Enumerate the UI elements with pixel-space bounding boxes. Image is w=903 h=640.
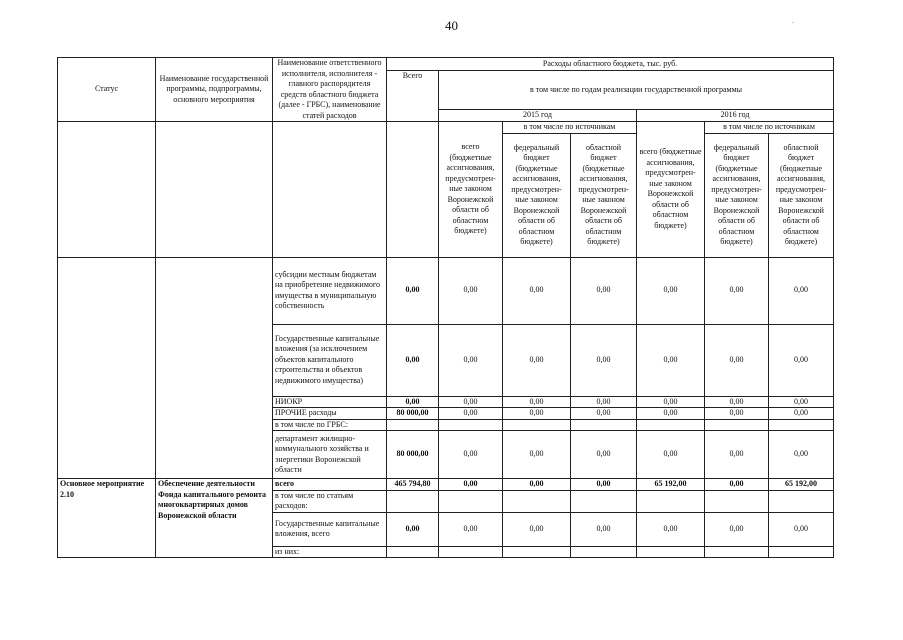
row-label: департамент жилищно-коммунального хозяйства и энергетики Воронежской области: [273, 431, 387, 479]
row-2016-regional: 65 192,00: [769, 479, 834, 491]
row-2015-total: 0,00: [439, 257, 503, 324]
page-number: 40: [445, 18, 458, 33]
table-row: [58, 479, 834, 491]
row-2016-total: 0,00: [637, 431, 705, 479]
row-2015-total: 0,00: [439, 324, 503, 396]
row-2015-total: 0,00: [439, 479, 503, 491]
header-executor-ext: [273, 122, 387, 258]
row-2015-federal: 0,00: [503, 431, 571, 479]
row-label: из них:: [273, 546, 387, 558]
row-2016-total: 0,00: [637, 396, 705, 408]
row-2016-total: 0,00: [637, 512, 705, 546]
header-status: Статус: [58, 58, 156, 122]
row-2016-federal: 0,00: [705, 512, 769, 546]
header-year-2016: 2016 год: [637, 110, 834, 122]
header-total: Всего: [387, 71, 439, 122]
row-2015-regional: 0,00: [571, 257, 637, 324]
row-label: ПРОЧИЕ расходы: [273, 408, 387, 420]
row-2015-regional: 0,00: [571, 431, 637, 479]
row-2015-total: 0,00: [439, 512, 503, 546]
row-2015-total: 0,00: [439, 431, 503, 479]
row-2016-federal: 0,00: [705, 408, 769, 420]
row-2016-federal: 0,00: [705, 257, 769, 324]
row-2015-federal: 0,00: [503, 512, 571, 546]
row-total: 80 000,00: [387, 408, 439, 420]
row-2015-total: 0,00: [439, 408, 503, 420]
row-2016-total: 0,00: [637, 257, 705, 324]
row-2016-regional: 0,00: [769, 324, 834, 396]
row-2016-regional: 0,00: [769, 512, 834, 546]
scan-dot: .: [792, 16, 794, 25]
row-2016-regional: 0,00: [769, 408, 834, 420]
row-label: субсидии местным бюджетам на приобретение недвижимого имущества в муниципальную собственность: [273, 257, 387, 324]
budget-table: [57, 57, 834, 558]
header-total-ext: [387, 122, 439, 258]
header-program-ext: [156, 122, 273, 258]
header-executor: Наименование ответственного исполнителя, исполнителя - главного распорядителя средств областного бюджета (далее - ГРБС), наименование статей расходов: [273, 58, 387, 122]
header-2015-total-sub: всего (бюджетные ассигнования, предусмотрен-ные законом Воронежской области об областном бюджете): [439, 122, 503, 258]
row-2015-federal: 0,00: [503, 396, 571, 408]
row-total: 465 794,80: [387, 479, 439, 491]
row-label: Государственные капитальные вложения, всего: [273, 512, 387, 546]
measure-status: Основное мероприятие 2.10: [58, 479, 156, 558]
row-2016-regional: 0,00: [769, 257, 834, 324]
row-2015-federal: 0,00: [503, 479, 571, 491]
header-2016-total-sub: всего (бюджетные ассигнования, предусмотрен-ные законом Воронежской области об областном бюджете): [637, 122, 705, 258]
row-2016-regional: 0,00: [769, 396, 834, 408]
row-total: 0,00: [387, 324, 439, 396]
row-label: всего: [273, 479, 387, 491]
header-2016-regional: областной бюджет (бюджетные ассигнования, предусмотрен-ные законом Воронежской области об областном бюджете): [769, 133, 834, 257]
header-2016-by-sources: в том числе по источникам: [705, 122, 834, 134]
row-2015-regional: 0,00: [571, 396, 637, 408]
row-2015-federal: 0,00: [503, 408, 571, 420]
row-2015-regional: 0,00: [571, 408, 637, 420]
row-2016-federal: 0,00: [705, 324, 769, 396]
header-year-2015: 2015 год: [439, 110, 637, 122]
row-2015-regional: 0,00: [571, 479, 637, 491]
row-label: НИОКР: [273, 396, 387, 408]
row-2015-federal: 0,00: [503, 324, 571, 396]
row-2016-federal: 0,00: [705, 396, 769, 408]
row-2016-federal: 0,00: [705, 431, 769, 479]
status-cell-prev: [58, 257, 156, 479]
row-2016-total: 65 192,00: [637, 479, 705, 491]
row-total: 0,00: [387, 396, 439, 408]
row-label: в том числе по статьям расходов:: [273, 490, 387, 512]
row-2016-regional: 0,00: [769, 431, 834, 479]
row-2015-regional: 0,00: [571, 324, 637, 396]
header-2015-federal: федеральный бюджет (бюджетные ассигнования, предусмотрен-ные законом Воронежской области об областном бюджете): [503, 133, 571, 257]
row-total: 0,00: [387, 257, 439, 324]
header-program-name: Наименование государственной программы, подпрограммы, основного мероприятия: [156, 58, 273, 122]
row-2015-regional: 0,00: [571, 512, 637, 546]
row-2015-total: 0,00: [439, 396, 503, 408]
row-label: в том числе по ГРБС:: [273, 419, 387, 431]
row-2015-federal: 0,00: [503, 257, 571, 324]
row-2016-total: 0,00: [637, 408, 705, 420]
row-2016-federal: 0,00: [705, 479, 769, 491]
measure-name: Обеспечение деятельности Фонда капитального ремонта многоквартирных домов Воронежской области: [156, 479, 273, 558]
header-2015-regional: областной бюджет (бюджетные ассигнования, предусмотрен-ные законом Воронежской области об областном бюджете): [571, 133, 637, 257]
row-2016-total: 0,00: [637, 324, 705, 396]
header-status-ext: [58, 122, 156, 258]
row-label: Государственные капитальные вложения (за исключением объектов капитального строительства и объектов недвижимого имущества): [273, 324, 387, 396]
header-by-years: в том числе по годам реализации государственной программы: [439, 71, 834, 110]
header-2015-by-sources: в том числе по источникам: [503, 122, 637, 134]
row-total: 0,00: [387, 512, 439, 546]
header-expenses-title: Расходы областного бюджета, тыс. руб.: [387, 58, 834, 71]
header-2016-federal: федеральный бюджет (бюджетные ассигнования, предусмотрен-ные законом Воронежской области об областном бюджете): [705, 133, 769, 257]
table-row: [58, 257, 834, 324]
row-total: 80 000,00: [387, 431, 439, 479]
program-cell-prev: [156, 257, 273, 479]
